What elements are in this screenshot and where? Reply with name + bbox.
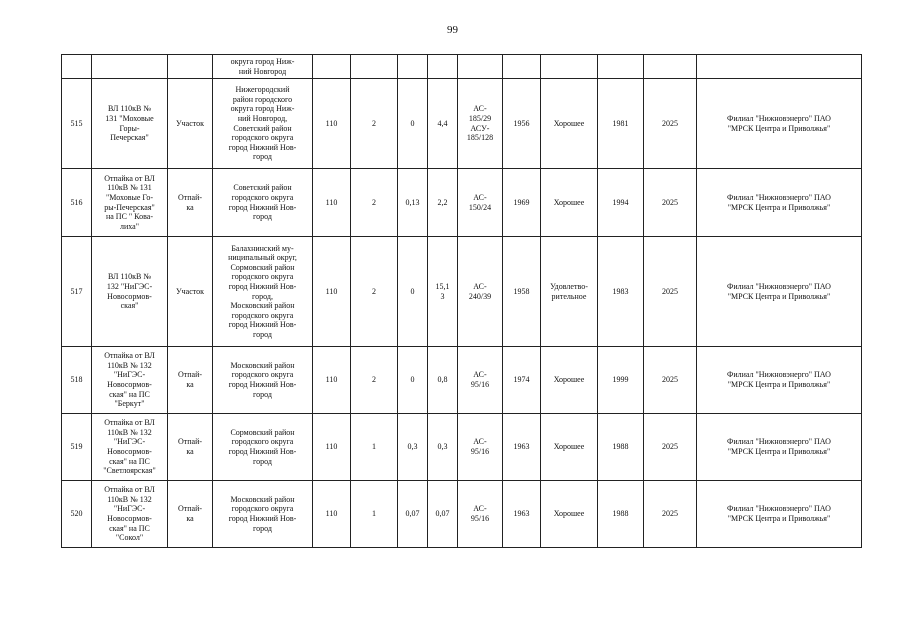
cell-year: 1969	[503, 169, 541, 237]
cell-location: Балахнинский му- ниципальный округ, Сормовский район городского округа город Нижний Нов- город, Московский район городского округа город Нижний Нов- город	[213, 237, 313, 347]
cell-wire: АС- 240/39	[458, 237, 503, 347]
cell-wire: АС- 150/24	[458, 169, 503, 237]
cell-circuits: 2	[351, 347, 398, 414]
cell-owner: Филиал "Нижновэнерго" ПАО "МРСК Центра и Приволжья"	[697, 237, 862, 347]
cell-length-2: 4,4	[428, 79, 458, 169]
cell-voltage: 110	[313, 481, 351, 548]
cell-year-2: 1999	[598, 347, 644, 414]
cell-year-3: 2025	[644, 237, 697, 347]
cell-owner	[697, 55, 862, 79]
cell-year-3: 2025	[644, 79, 697, 169]
page-number: 99	[447, 24, 458, 36]
table-row	[62, 55, 862, 79]
cell-year-3	[644, 55, 697, 79]
cell-circuits: 2	[351, 79, 398, 169]
cell-num: 517	[62, 237, 92, 347]
cell-year: 1963	[503, 481, 541, 548]
cell-num: 515	[62, 79, 92, 169]
cell-length-1: 0,3	[398, 414, 428, 481]
cell-voltage: 110	[313, 347, 351, 414]
cell-voltage: 110	[313, 79, 351, 169]
cell-type: Отпай- ка	[168, 481, 213, 548]
cell-location: Сормовский район городского округа город Нижний Нов- город	[213, 414, 313, 481]
cell-num: 518	[62, 347, 92, 414]
cell-circuits: 1	[351, 481, 398, 548]
cell-location: Московский район городского округа город Нижний Нов- город	[213, 481, 313, 548]
cell-name	[92, 55, 168, 79]
power-lines-table	[61, 54, 862, 548]
cell-owner: Филиал "Нижновэнерго" ПАО "МРСК Центра и Приволжья"	[697, 414, 862, 481]
cell-condition: Удовлетво- рительное	[541, 237, 598, 347]
cell-voltage: 110	[313, 414, 351, 481]
cell-length-1: 0	[398, 347, 428, 414]
cell-type: Участок	[168, 237, 213, 347]
cell-year-2: 1988	[598, 481, 644, 548]
cell-condition: Хорошее	[541, 169, 598, 237]
cell-wire: АС- 95/16	[458, 347, 503, 414]
table-row	[62, 169, 862, 237]
cell-year: 1956	[503, 79, 541, 169]
cell-type: Отпай- ка	[168, 169, 213, 237]
cell-year-2: 1994	[598, 169, 644, 237]
cell-location: Советский район городского округа город Нижний Нов- город	[213, 169, 313, 237]
cell-year-2: 1983	[598, 237, 644, 347]
cell-wire: АС- 95/16	[458, 481, 503, 548]
cell-length-2: 15,1 3	[428, 237, 458, 347]
cell-year-3: 2025	[644, 481, 697, 548]
cell-length-2	[428, 55, 458, 79]
cell-length-2: 0,8	[428, 347, 458, 414]
cell-name: Отпайка от ВЛ 110кВ № 131 "Моховые Го- ры-Печерская" на ПС " Кова- лиха"	[92, 169, 168, 237]
cell-type	[168, 55, 213, 79]
cell-type: Отпай- ка	[168, 414, 213, 481]
table-row	[62, 79, 862, 169]
cell-year-2	[598, 55, 644, 79]
cell-name: ВЛ 110кВ № 132 "НиГЭС- Новосормов- ская"	[92, 237, 168, 347]
cell-num: 519	[62, 414, 92, 481]
cell-year-2: 1988	[598, 414, 644, 481]
cell-length-1: 0,13	[398, 169, 428, 237]
cell-length-2: 0,3	[428, 414, 458, 481]
cell-type: Участок	[168, 79, 213, 169]
cell-year	[503, 55, 541, 79]
cell-location: округа город Ниж- ний Новгород	[213, 55, 313, 79]
cell-location: Московский район городского округа город Нижний Нов- город	[213, 347, 313, 414]
cell-type: Отпай- ка	[168, 347, 213, 414]
cell-circuits: 1	[351, 414, 398, 481]
cell-condition: Хорошее	[541, 414, 598, 481]
cell-name: Отпайка от ВЛ 110кВ № 132 "НиГЭС- Новосормов- ская" на ПС "Светлоярская"	[92, 414, 168, 481]
cell-year: 1974	[503, 347, 541, 414]
cell-condition: Хорошее	[541, 347, 598, 414]
cell-length-1: 0,07	[398, 481, 428, 548]
cell-num: 516	[62, 169, 92, 237]
cell-voltage: 110	[313, 169, 351, 237]
cell-owner: Филиал "Нижновэнерго" ПАО "МРСК Центра и Приволжья"	[697, 79, 862, 169]
cell-voltage	[313, 55, 351, 79]
cell-length-1: 0	[398, 237, 428, 347]
cell-year: 1958	[503, 237, 541, 347]
cell-condition	[541, 55, 598, 79]
cell-condition: Хорошее	[541, 79, 598, 169]
cell-circuits: 2	[351, 169, 398, 237]
cell-length-1: 0	[398, 79, 428, 169]
cell-length-2: 0,07	[428, 481, 458, 548]
cell-owner: Филиал "Нижновэнерго" ПАО "МРСК Центра и Приволжья"	[697, 481, 862, 548]
table-row	[62, 481, 862, 548]
cell-year: 1963	[503, 414, 541, 481]
cell-year-3: 2025	[644, 347, 697, 414]
cell-circuits: 2	[351, 237, 398, 347]
cell-condition: Хорошее	[541, 481, 598, 548]
cell-wire: АС- 95/16	[458, 414, 503, 481]
table-row	[62, 347, 862, 414]
cell-num	[62, 55, 92, 79]
cell-name: ВЛ 110кВ № 131 "Моховые Горы- Печерская"	[92, 79, 168, 169]
cell-year-3: 2025	[644, 169, 697, 237]
table-row	[62, 237, 862, 347]
cell-length-2: 2,2	[428, 169, 458, 237]
cell-voltage: 110	[313, 237, 351, 347]
cell-name: Отпайка от ВЛ 110кВ № 132 "НиГЭС- Новосормов- ская" на ПС "Сокол"	[92, 481, 168, 548]
cell-year-2: 1981	[598, 79, 644, 169]
cell-wire	[458, 55, 503, 79]
cell-year-3: 2025	[644, 414, 697, 481]
cell-length-1	[398, 55, 428, 79]
cell-location: Нижегородский район городского округа город Ниж- ний Новгород, Советский район городского округа город Нижний Нов- город	[213, 79, 313, 169]
cell-name: Отпайка от ВЛ 110кВ № 132 "НиГЭС- Новосормов- ская" на ПС "Беркут"	[92, 347, 168, 414]
cell-owner: Филиал "Нижновэнерго" ПАО "МРСК Центра и Приволжья"	[697, 169, 862, 237]
cell-circuits	[351, 55, 398, 79]
cell-wire: АС- 185/29 АСУ- 185/128	[458, 79, 503, 169]
cell-owner: Филиал "Нижновэнерго" ПАО "МРСК Центра и Приволжья"	[697, 347, 862, 414]
table-row	[62, 414, 862, 481]
cell-num: 520	[62, 481, 92, 548]
